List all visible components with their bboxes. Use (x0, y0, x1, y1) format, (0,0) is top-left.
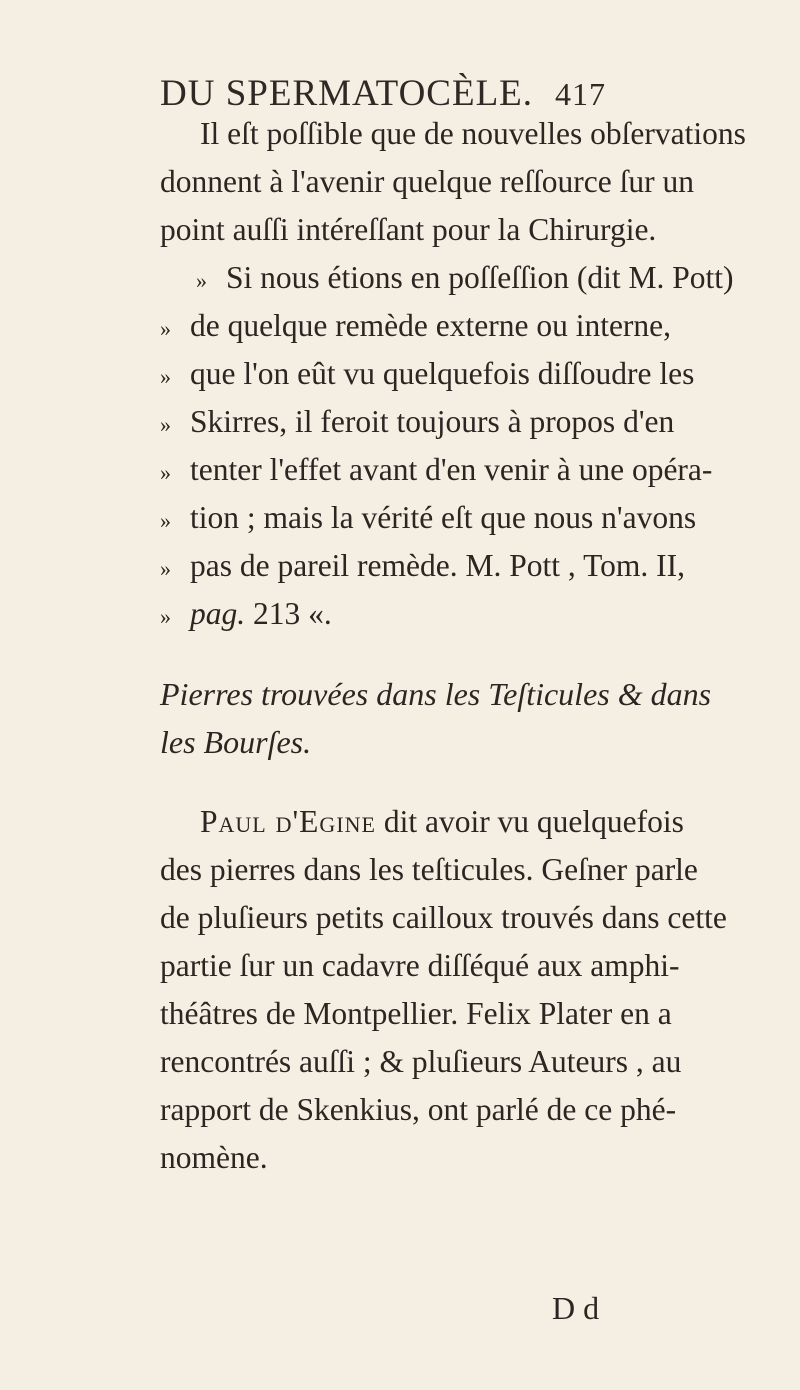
quote-line (196, 262, 734, 294)
quote-line (160, 598, 332, 630)
quote-mark: » (160, 555, 171, 581)
quote-line (160, 454, 712, 486)
text-line: nomène. (160, 1140, 268, 1175)
quote-mark: » (160, 603, 171, 629)
quote-text: tion ; mais la vérité eſt que nous n'avons (190, 500, 697, 535)
text-line: des pierres dans les teſticules. Geſner parle (160, 852, 698, 887)
quote-line (160, 310, 671, 342)
quote-mark: » (160, 411, 171, 437)
page-number: 417 (555, 76, 607, 112)
quote-text: tenter l'effet avant d'en venir à une opéra- (190, 452, 713, 487)
author-name: Paul d'Egine (200, 804, 376, 839)
quote-line (160, 550, 685, 582)
text-line (200, 806, 684, 838)
quote-mark: » (160, 315, 171, 341)
text-line: rencontrés auſſi ; & pluſieurs Auteurs , au (160, 1044, 682, 1079)
quote-line (160, 502, 696, 534)
text-line: théâtres de Montpellier. Felix Plater en a (160, 996, 672, 1031)
text-line: rapport de Skenkius, ont parlé de ce phé- (160, 1092, 677, 1127)
quote-mark: » (160, 363, 171, 389)
text-line: Il eſt poſſible que de nouvelles obſervations (200, 116, 746, 151)
quote-text: Si nous étions en poſſeſſion (dit M. Pott) (226, 260, 734, 295)
section-title: Pierres trouvées dans les Teſticules & dans (160, 676, 712, 712)
quote-line (160, 406, 674, 438)
quote-mark: » (160, 459, 171, 485)
text-line: de pluſieurs petits cailloux trouvés dans cette (160, 900, 727, 935)
quote-page-number: 213 «. (253, 596, 332, 631)
quote-text: pas de pareil remède. M. Pott , Tom. II, (190, 548, 685, 583)
quote-text: Skirres, il feroit toujours à propos d'en (190, 404, 675, 439)
running-header (160, 72, 606, 115)
quote-mark: » (196, 267, 207, 293)
quote-text: que l'on eût vu quelquefois diſſoudre les (190, 356, 695, 391)
signature-mark: D d (552, 1290, 600, 1326)
text-line: partie ſur un cadavre diſſéqué aux amphi- (160, 948, 680, 983)
text-content: dit avoir vu quelquefois (383, 804, 684, 839)
text-line: point auſſi intéreſſant pour la Chirurgie. (160, 212, 657, 247)
quote-line (160, 358, 694, 390)
text-line: donnent à l'avenir quelque reſſource ſur un (160, 164, 694, 199)
quote-mark: » (160, 507, 171, 533)
quote-text: de quelque remède externe ou interne, (190, 308, 672, 343)
section-title: les Bourſes. (160, 724, 312, 760)
quote-page-abbrev: pag. (190, 596, 246, 631)
running-title: DU SPERMATOCÈLE. (160, 73, 534, 114)
